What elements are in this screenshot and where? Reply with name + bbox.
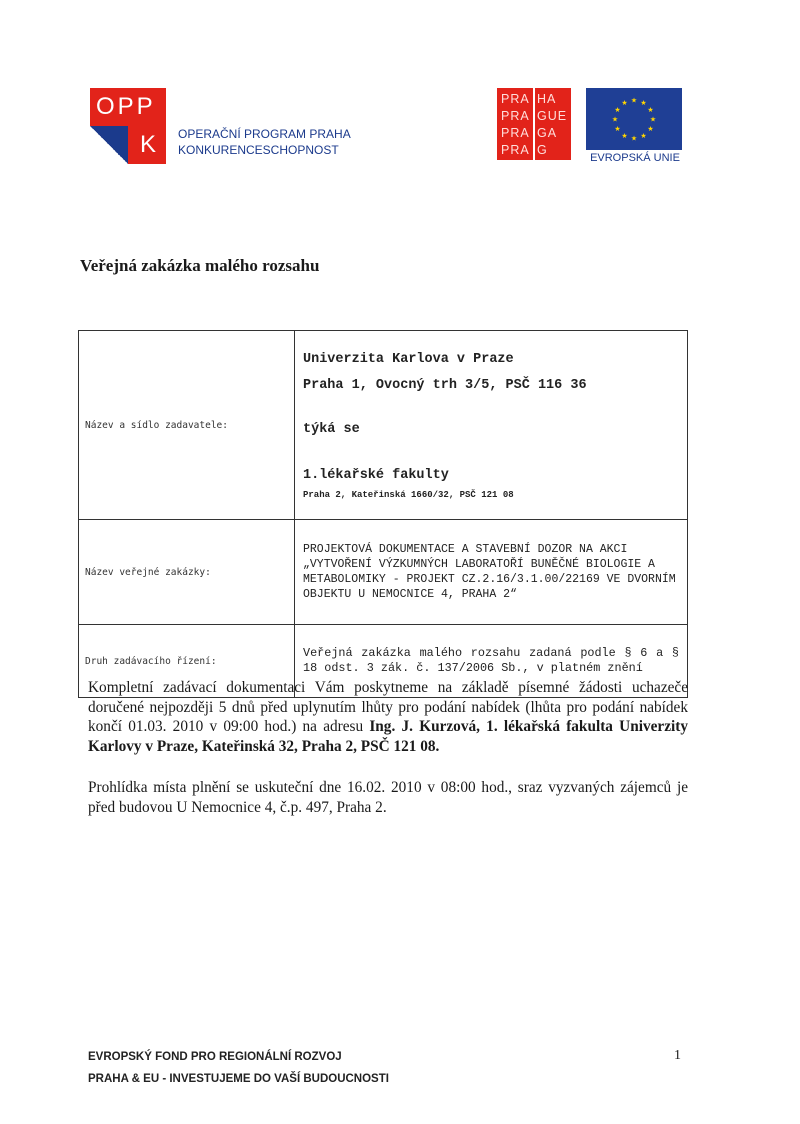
table-row-contract-name	[79, 520, 688, 625]
relates-to-text: týká se	[303, 421, 360, 437]
documentation-text: Kompletní zadávací dokumentaci Vám poskytneme na základě písemné žádosti uchazeče doručené nejpozději 5 dnů před uplynutím lhůty pro podání nabídek (lhůta pro podání nabídek končí 01.03. 2010 v 09:00 hod.) na adresu	[88, 679, 688, 735]
faculty-address: Praha 2, Kateřinská 1660/32, PSČ 121 08	[303, 489, 514, 500]
documentation-address: Ing. J. Kurzová, 1. lékařská fakulta Univerzity Karlovy v Praze, Kateřinská 32, Praha 2, PSČ 121 08.	[88, 718, 688, 755]
eu-flag-icon	[586, 88, 682, 150]
authority-name: Univerzita Karlova v Praze	[303, 351, 514, 367]
eu-star-icon: ★	[649, 115, 657, 124]
praha-logo	[497, 88, 571, 160]
opp-logo-letters: OPP	[96, 93, 156, 120]
eu-star-icon: ★	[614, 106, 621, 114]
eu-star-icon: ★	[647, 106, 654, 114]
praha-logo-text: G	[537, 143, 548, 157]
opp-logo	[90, 88, 370, 166]
contract-info-table	[78, 330, 688, 698]
praha-logo-text: PRA	[501, 92, 530, 106]
eu-star-icon: ★	[630, 134, 638, 143]
praha-logo-left-col	[501, 91, 530, 159]
site-visit-paragraph: Prohlídka místa plnění se uskuteční dne 16.02. 2010 v 08:00 hod., sraz vyzvaných zájemců je před budovou U Nemocnice 4, č.p. 497, Praha 2.	[88, 779, 688, 816]
footer-line2: PRAHA & EU - INVESTUJEME DO VAŠÍ BUDOUCNOSTI	[88, 1073, 389, 1085]
documentation-paragraph	[88, 678, 688, 756]
praha-logo-text: PRA	[501, 126, 530, 140]
eu-star-icon: ★	[621, 99, 628, 108]
eu-star-icon: ★	[640, 99, 647, 108]
eu-star-icon: ★	[611, 115, 619, 124]
praha-logo-text: PRA	[501, 109, 530, 123]
praha-logo-divider	[533, 88, 535, 160]
eu-star-icon: ★	[640, 131, 647, 140]
opp-logo-line1: OPERAČNÍ PROGRAM PRAHA	[178, 127, 351, 141]
row-label: Název veřejné zakázky:	[79, 520, 295, 625]
footer	[88, 1046, 389, 1090]
footer-line1: EVROPSKÝ FOND PRO REGIONÁLNÍ ROZVOJ	[88, 1051, 342, 1063]
praha-logo-right-col	[537, 91, 567, 159]
eu-star-icon: ★	[621, 131, 628, 140]
eu-logo-caption: EVROPSKÁ UNIE	[590, 152, 680, 164]
eu-logo	[585, 88, 685, 168]
table-row-contracting-authority	[79, 331, 688, 520]
row-label: Název a sídlo zadavatele:	[79, 331, 295, 520]
praha-logo-text: GUE	[537, 109, 568, 123]
opp-logo-mark	[90, 88, 166, 164]
row-value	[295, 331, 688, 520]
authority-address: Praha 1, Ovocný trh 3/5, PSČ 116 36	[303, 377, 587, 393]
opp-logo-letter-k: K	[140, 131, 160, 158]
praha-logo-text: HA	[537, 92, 557, 106]
contract-name-value: PROJEKTOVÁ DOKUMENTACE A STAVEBNÍ DOZOR NA AKCI „VYTVOŘENÍ VÝZKUMNÝCH LABORATOŘÍ BUNĚČNÉ BIOLOGIE A METABOLOMIKY - PROJEKT CZ.2.16/3.1.00/22169 VE DVORNÍM OBJEKTU U NEMOCNICE 4, PRAHA 2“	[295, 520, 688, 625]
praha-logo-text: PRA	[501, 143, 530, 157]
page-number: 1	[674, 1048, 681, 1063]
eu-star-icon: ★	[630, 96, 638, 105]
document-title: Veřejná zakázka malého rozsahu	[80, 256, 320, 275]
opp-logo-line2: KONKURENCESCHOPNOST	[178, 143, 339, 157]
faculty-name: 1.lékařské fakulty	[303, 467, 449, 483]
opp-logo-text	[178, 126, 351, 158]
eu-star-icon: ★	[614, 125, 621, 133]
eu-star-icon: ★	[647, 125, 654, 133]
praha-logo-text: GA	[537, 126, 558, 140]
procedure-type-value: Veřejná zakázka malého rozsahu zadaná podle § 6 a § 18 odst. 3 zák. č. 137/2006 Sb., v platném znění	[295, 625, 688, 698]
row-label: Druh zadávacího řízení:	[79, 625, 295, 698]
